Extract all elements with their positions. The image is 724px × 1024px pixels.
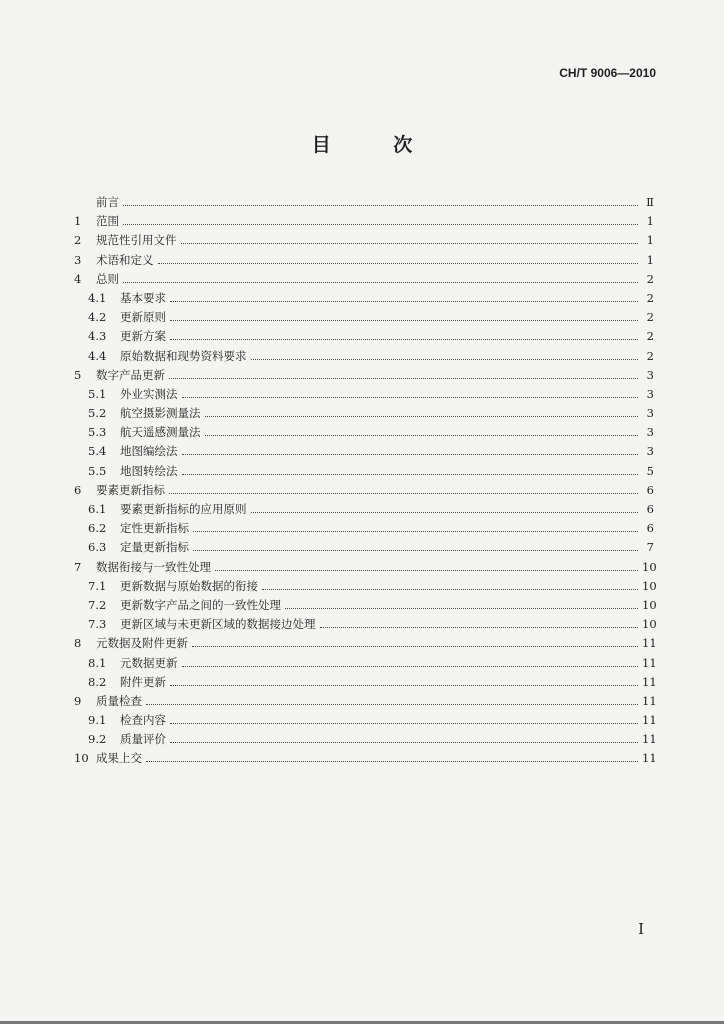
toc-entry-number: 8.1 (88, 655, 107, 670)
toc-leader-dots (123, 223, 638, 225)
toc-leader-dots (170, 338, 638, 340)
toc-entry-label: 检查内容 (120, 713, 166, 728)
toc-leader-dots (182, 453, 639, 455)
toc-entry[interactable] (72, 270, 654, 289)
toc-leader-dots (146, 760, 638, 762)
toc-entry-label: 元数据及附件更新 (96, 636, 188, 651)
toc-entry-number: 5 (74, 367, 82, 382)
toc-entry-label: 附件更新 (120, 674, 166, 689)
toc-entry-label: 元数据更新 (120, 655, 178, 670)
toc-entry-label: 数据衔接与一致性处理 (96, 559, 211, 574)
toc-entry[interactable] (72, 749, 657, 768)
toc-leader-dots (182, 473, 639, 475)
toc-leader-dots (182, 396, 639, 398)
toc-entry-page: 10 (642, 559, 657, 574)
toc-entry-label: 术语和定义 (96, 252, 154, 267)
toc-entry[interactable] (72, 519, 654, 538)
table-of-contents (72, 193, 657, 769)
page-title: 目 次 (311, 134, 441, 156)
toc-entry-number: 4.2 (88, 310, 107, 325)
toc-entry-page: 2 (646, 348, 654, 363)
toc-entry-number: 5.1 (88, 386, 107, 401)
toc-entry-page: 10 (642, 597, 657, 612)
toc-entry[interactable] (72, 212, 654, 231)
toc-entry[interactable] (72, 442, 654, 461)
toc-entry-number: 4.1 (88, 290, 107, 305)
toc-entry-number: 4.4 (88, 348, 107, 363)
toc-leader-dots (181, 242, 639, 244)
toc-entry[interactable] (72, 385, 654, 404)
toc-entry[interactable] (72, 577, 657, 596)
toc-entry-label: 航天遥感测量法 (120, 425, 201, 440)
toc-entry-page: 3 (646, 444, 654, 459)
toc-leader-dots (170, 300, 638, 302)
toc-entry[interactable] (72, 366, 654, 385)
toc-entry-number: 6 (74, 482, 82, 497)
toc-entry-label: 外业实测法 (120, 386, 178, 401)
toc-entry-page: 2 (646, 310, 654, 325)
toc-entry-label: 规范性引用文件 (96, 233, 177, 248)
toc-entry-label: 原始数据和现势资料要求 (120, 348, 247, 363)
toc-entry-label: 更新数据与原始数据的衔接 (120, 578, 258, 593)
toc-entry-page: 2 (646, 271, 654, 286)
toc-entry-number: 7.1 (88, 578, 107, 593)
toc-entry-label: 质量评价 (120, 732, 166, 747)
toc-entry[interactable] (72, 673, 657, 692)
toc-leader-dots (158, 262, 639, 264)
toc-entry-number: 4.3 (88, 329, 107, 344)
toc-entry-page: 11 (642, 674, 657, 689)
toc-entry-label: 要素更新指标的应用原则 (120, 502, 247, 516)
toc-entry-page: 7 (646, 540, 654, 555)
toc-leader-dots (262, 588, 638, 590)
toc-entry-label: 质量检查 (96, 693, 142, 708)
toc-entry-number: 4 (74, 271, 82, 286)
toc-leader-dots (320, 626, 639, 628)
toc-leader-dots (146, 703, 638, 705)
toc-entry-number: 6.1 (88, 502, 107, 516)
toc-entry[interactable] (72, 538, 654, 557)
toc-leader-dots (170, 741, 638, 743)
toc-entry-page: 6 (646, 521, 654, 536)
toc-entry-label: 定量更新指标 (120, 540, 189, 555)
toc-entry-label: 前言 (96, 195, 119, 209)
toc-entry[interactable] (72, 347, 654, 366)
toc-entry-number: 10 (74, 751, 89, 766)
toc-entry-label: 基本要求 (120, 290, 166, 305)
toc-entry-number: 5.4 (88, 444, 107, 459)
toc-entry-page: 11 (642, 636, 657, 651)
toc-entry-label: 地图转绘法 (120, 463, 178, 478)
toc-entry-number: 8.2 (88, 674, 107, 689)
toc-entry-number: 9.2 (88, 732, 107, 747)
toc-leader-dots (193, 530, 638, 532)
toc-entry-label: 成果上交 (96, 751, 142, 766)
toc-leader-dots (170, 684, 638, 686)
toc-leader-dots (285, 607, 638, 609)
toc-entry[interactable] (72, 500, 654, 519)
toc-entry-number: 9.1 (88, 713, 107, 728)
toc-entry-page: 6 (646, 502, 654, 516)
toc-entry[interactable] (72, 596, 657, 615)
toc-entry-page: 5 (646, 463, 654, 478)
toc-entry[interactable] (72, 404, 654, 423)
toc-entry-number: 3 (74, 252, 82, 267)
toc-entry-number: 7 (74, 559, 82, 574)
toc-entry-page: 10 (642, 578, 657, 593)
toc-entry-label: 更新方案 (120, 329, 166, 344)
toc-entry-page: 11 (642, 751, 657, 766)
toc-leader-dots (170, 319, 638, 321)
toc-entry-label: 数字产品更新 (96, 367, 165, 382)
toc-entry[interactable] (72, 711, 657, 730)
toc-entry[interactable] (72, 423, 654, 442)
toc-entry-label: 范围 (96, 214, 119, 229)
toc-entry-page: Ⅱ (646, 195, 654, 209)
toc-leader-dots (193, 549, 638, 551)
toc-entry-page: 1 (646, 252, 654, 267)
toc-entry-number: 6.3 (88, 540, 107, 555)
toc-leader-dots (123, 204, 638, 206)
toc-entry-page: 1 (646, 214, 654, 229)
toc-entry-label: 航空摄影测量法 (120, 406, 201, 421)
toc-entry-number: 6.2 (88, 521, 107, 536)
toc-entry[interactable] (72, 289, 654, 308)
toc-leader-dots (169, 492, 638, 494)
toc-entry-page: 2 (646, 329, 654, 344)
toc-entry-page: 11 (642, 693, 657, 708)
toc-leader-dots (170, 722, 638, 724)
toc-entry-number: 5.2 (88, 406, 107, 421)
toc-entry-number: 9 (74, 693, 82, 708)
toc-entry-page: 3 (646, 406, 654, 421)
toc-leader-dots (182, 665, 639, 667)
toc-entry[interactable] (72, 462, 654, 481)
toc-entry-page: 1 (646, 233, 654, 248)
page-number: I (638, 920, 644, 938)
toc-entry[interactable] (72, 327, 654, 346)
toc-entry-page: 6 (646, 482, 654, 497)
toc-entry-label: 要素更新指标 (96, 482, 165, 497)
toc-entry-number: 8 (74, 636, 82, 651)
toc-leader-dots (192, 645, 638, 647)
toc-entry-page: 3 (646, 386, 654, 401)
toc-leader-dots (123, 281, 638, 283)
toc-entry[interactable] (72, 481, 654, 500)
toc-entry-page: 11 (642, 655, 657, 670)
toc-entry[interactable] (72, 654, 657, 673)
toc-leader-dots (215, 569, 638, 571)
toc-leader-dots (205, 434, 639, 436)
toc-entry-number: 7.2 (88, 597, 107, 612)
toc-entry-label: 更新原则 (120, 310, 166, 325)
toc-entry-number: 5.3 (88, 425, 107, 440)
toc-entry-number: 7.3 (88, 617, 107, 632)
toc-entry-page: 11 (642, 732, 657, 747)
toc-entry[interactable] (72, 308, 654, 327)
toc-entry-number: 2 (74, 233, 82, 248)
toc-entry-label: 更新区域与未更新区域的数据接边处理 (120, 617, 316, 632)
toc-leader-dots (205, 415, 639, 417)
toc-entry-number: 1 (74, 214, 82, 229)
toc-entry-label: 地图编绘法 (120, 444, 178, 459)
toc-entry-label: 更新数字产品之间的一致性处理 (120, 597, 281, 612)
toc-entry-page: 11 (642, 713, 657, 728)
toc-entry[interactable] (72, 730, 657, 749)
toc-leader-dots (169, 377, 638, 379)
toc-leader-dots (251, 358, 639, 360)
toc-entry[interactable] (72, 231, 654, 250)
toc-entry-page: 10 (642, 617, 657, 632)
toc-entry-page: 3 (646, 367, 654, 382)
toc-entry-label: 定性更新指标 (120, 521, 189, 536)
toc-entry[interactable] (72, 692, 657, 711)
toc-entry[interactable] (72, 193, 654, 212)
toc-entry[interactable] (72, 615, 657, 634)
toc-entry-label: 总则 (96, 271, 119, 286)
toc-entry-page: 3 (646, 425, 654, 440)
toc-entry-page: 2 (646, 290, 654, 305)
toc-entry-number: 5.5 (88, 463, 107, 478)
toc-entry[interactable] (72, 251, 654, 270)
toc-entry[interactable] (72, 634, 657, 653)
toc-leader-dots (251, 511, 639, 513)
toc-entry[interactable] (72, 558, 657, 577)
standard-code: CH/T 9006—2010 (559, 66, 656, 80)
